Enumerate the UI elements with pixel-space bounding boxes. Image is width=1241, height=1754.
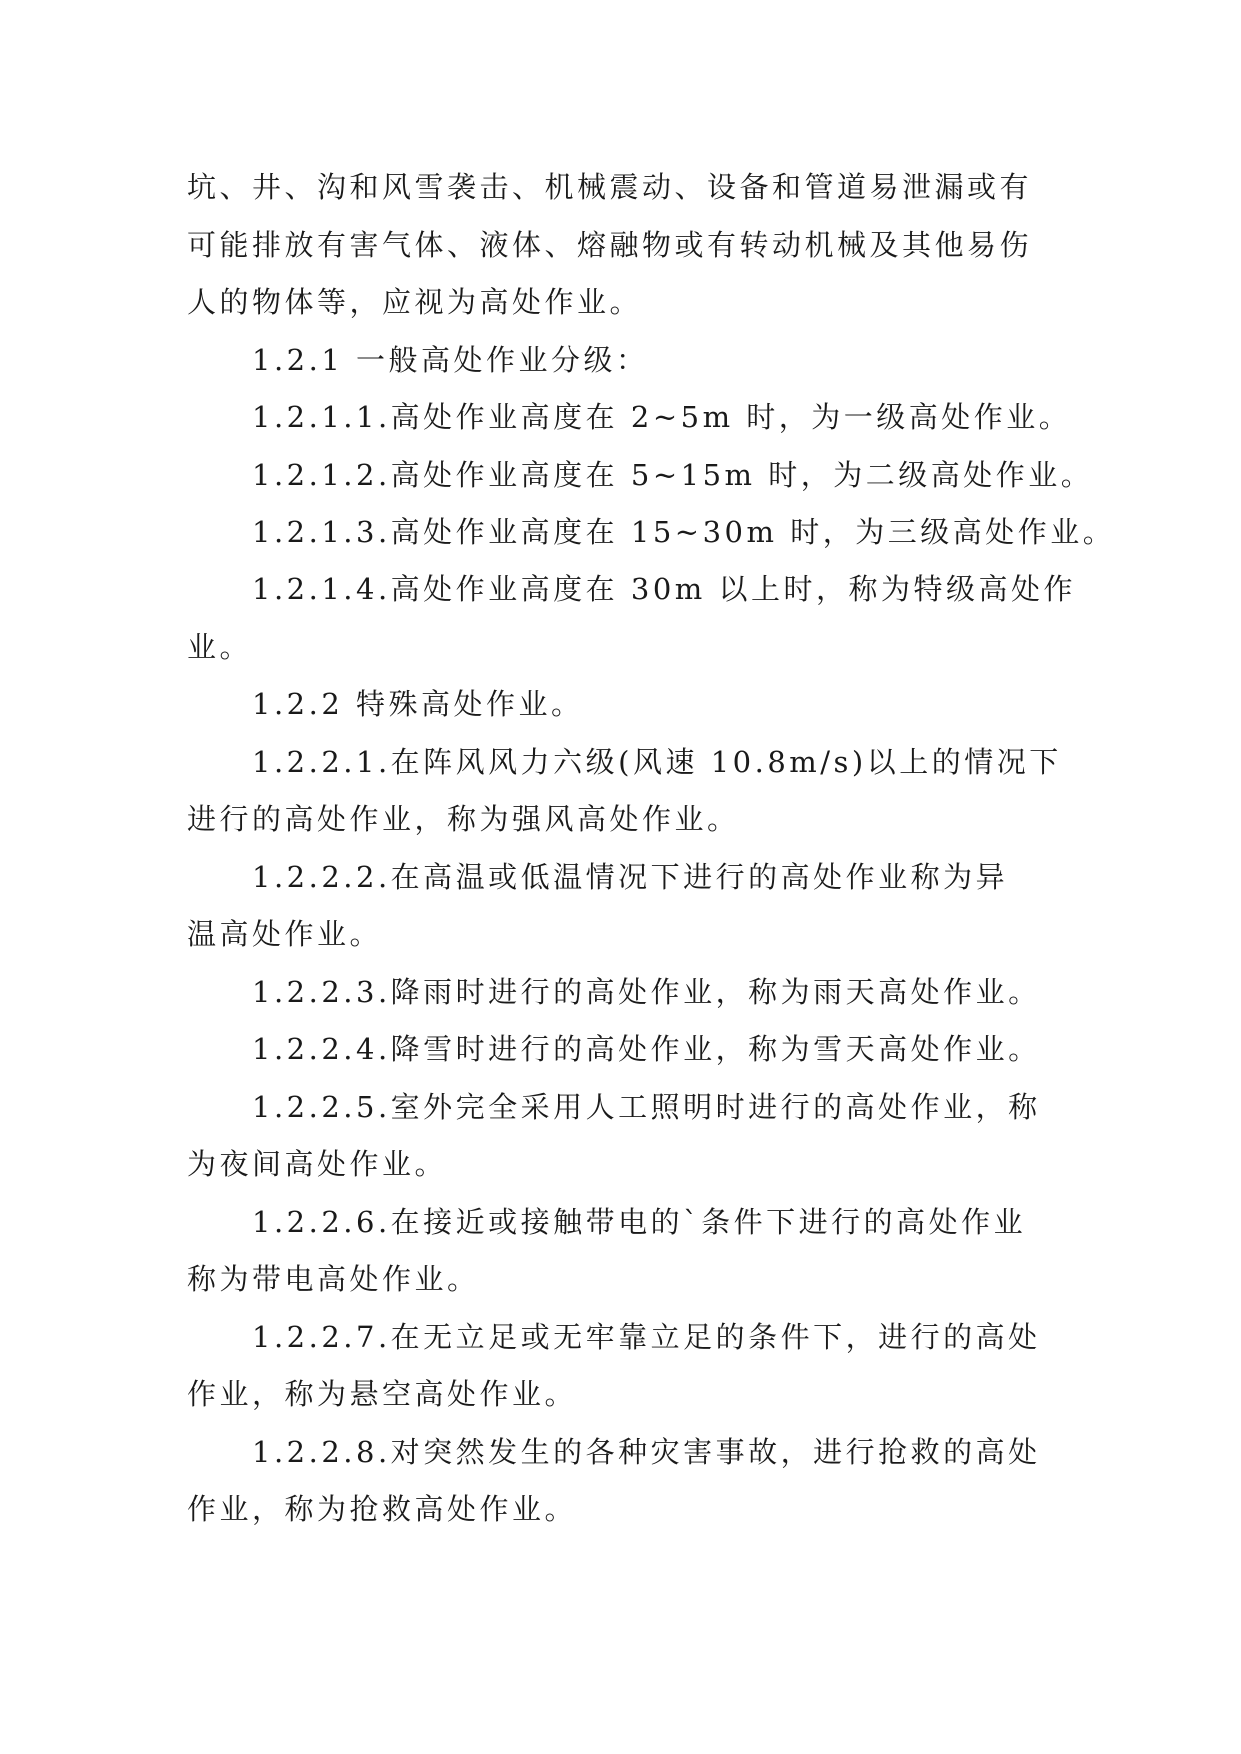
section-heading: 1.2.1 一般高处作业分级： bbox=[252, 343, 649, 377]
text-line: 可能排放有害气体、液体、熔融物或有转动机械及其他易伤 bbox=[187, 228, 1033, 262]
section-heading: 1.2.2 特殊高处作业。 bbox=[252, 687, 584, 721]
list-item: 1.2.2.2.在高温或低温情况下进行的高处作业称为异 bbox=[252, 860, 1009, 894]
list-item: 1.2.2.7.在无立足或无牢靠立足的条件下，进行的高处 bbox=[252, 1320, 1041, 1354]
text-line: 为夜间高处作业。 bbox=[187, 1147, 448, 1181]
list-item: 1.2.2.3.降雨时进行的高处作业，称为雨天高处作业。 bbox=[252, 975, 1041, 1009]
list-item: 1.2.1.4.高处作业高度在 30m 以上时，称为特级高处作 bbox=[252, 572, 1077, 606]
list-item: 1.2.1.3.高处作业高度在 15~30m 时，为三级高处作业。 bbox=[252, 515, 1116, 549]
text-line: 作业，称为抢救高处作业。 bbox=[187, 1492, 578, 1526]
list-item: 1.2.2.4.降雪时进行的高处作业，称为雪天高处作业。 bbox=[252, 1032, 1041, 1066]
text-line: 作业，称为悬空高处作业。 bbox=[187, 1377, 578, 1411]
text-line: 坑、井、沟和风雪袭击、机械震动、设备和管道易泄漏或有 bbox=[187, 170, 1033, 204]
list-item: 1.2.2.1.在阵风风力六级(风速 10.8m/s)以上的情况下 bbox=[252, 745, 1062, 779]
list-item: 1.2.1.2.高处作业高度在 5~15m 时，为二级高处作业。 bbox=[252, 458, 1094, 492]
list-item: 1.2.2.6.在接近或接触带电的`条件下进行的高处作业 bbox=[252, 1205, 1027, 1239]
text-line: 温高处作业。 bbox=[187, 917, 383, 951]
list-item: 1.2.2.5.室外完全采用人工照明时进行的高处作业，称 bbox=[252, 1090, 1041, 1124]
text-line: 进行的高处作业，称为强风高处作业。 bbox=[187, 802, 740, 836]
text-line: 业。 bbox=[187, 630, 253, 664]
text-line: 称为带电高处作业。 bbox=[187, 1262, 480, 1296]
text-line: 人的物体等，应视为高处作业。 bbox=[187, 285, 643, 319]
list-item: 1.2.2.8.对突然发生的各种灾害事故，进行抢救的高处 bbox=[252, 1435, 1041, 1469]
list-item: 1.2.1.1.高处作业高度在 2~5m 时，为一级高处作业。 bbox=[252, 400, 1072, 434]
